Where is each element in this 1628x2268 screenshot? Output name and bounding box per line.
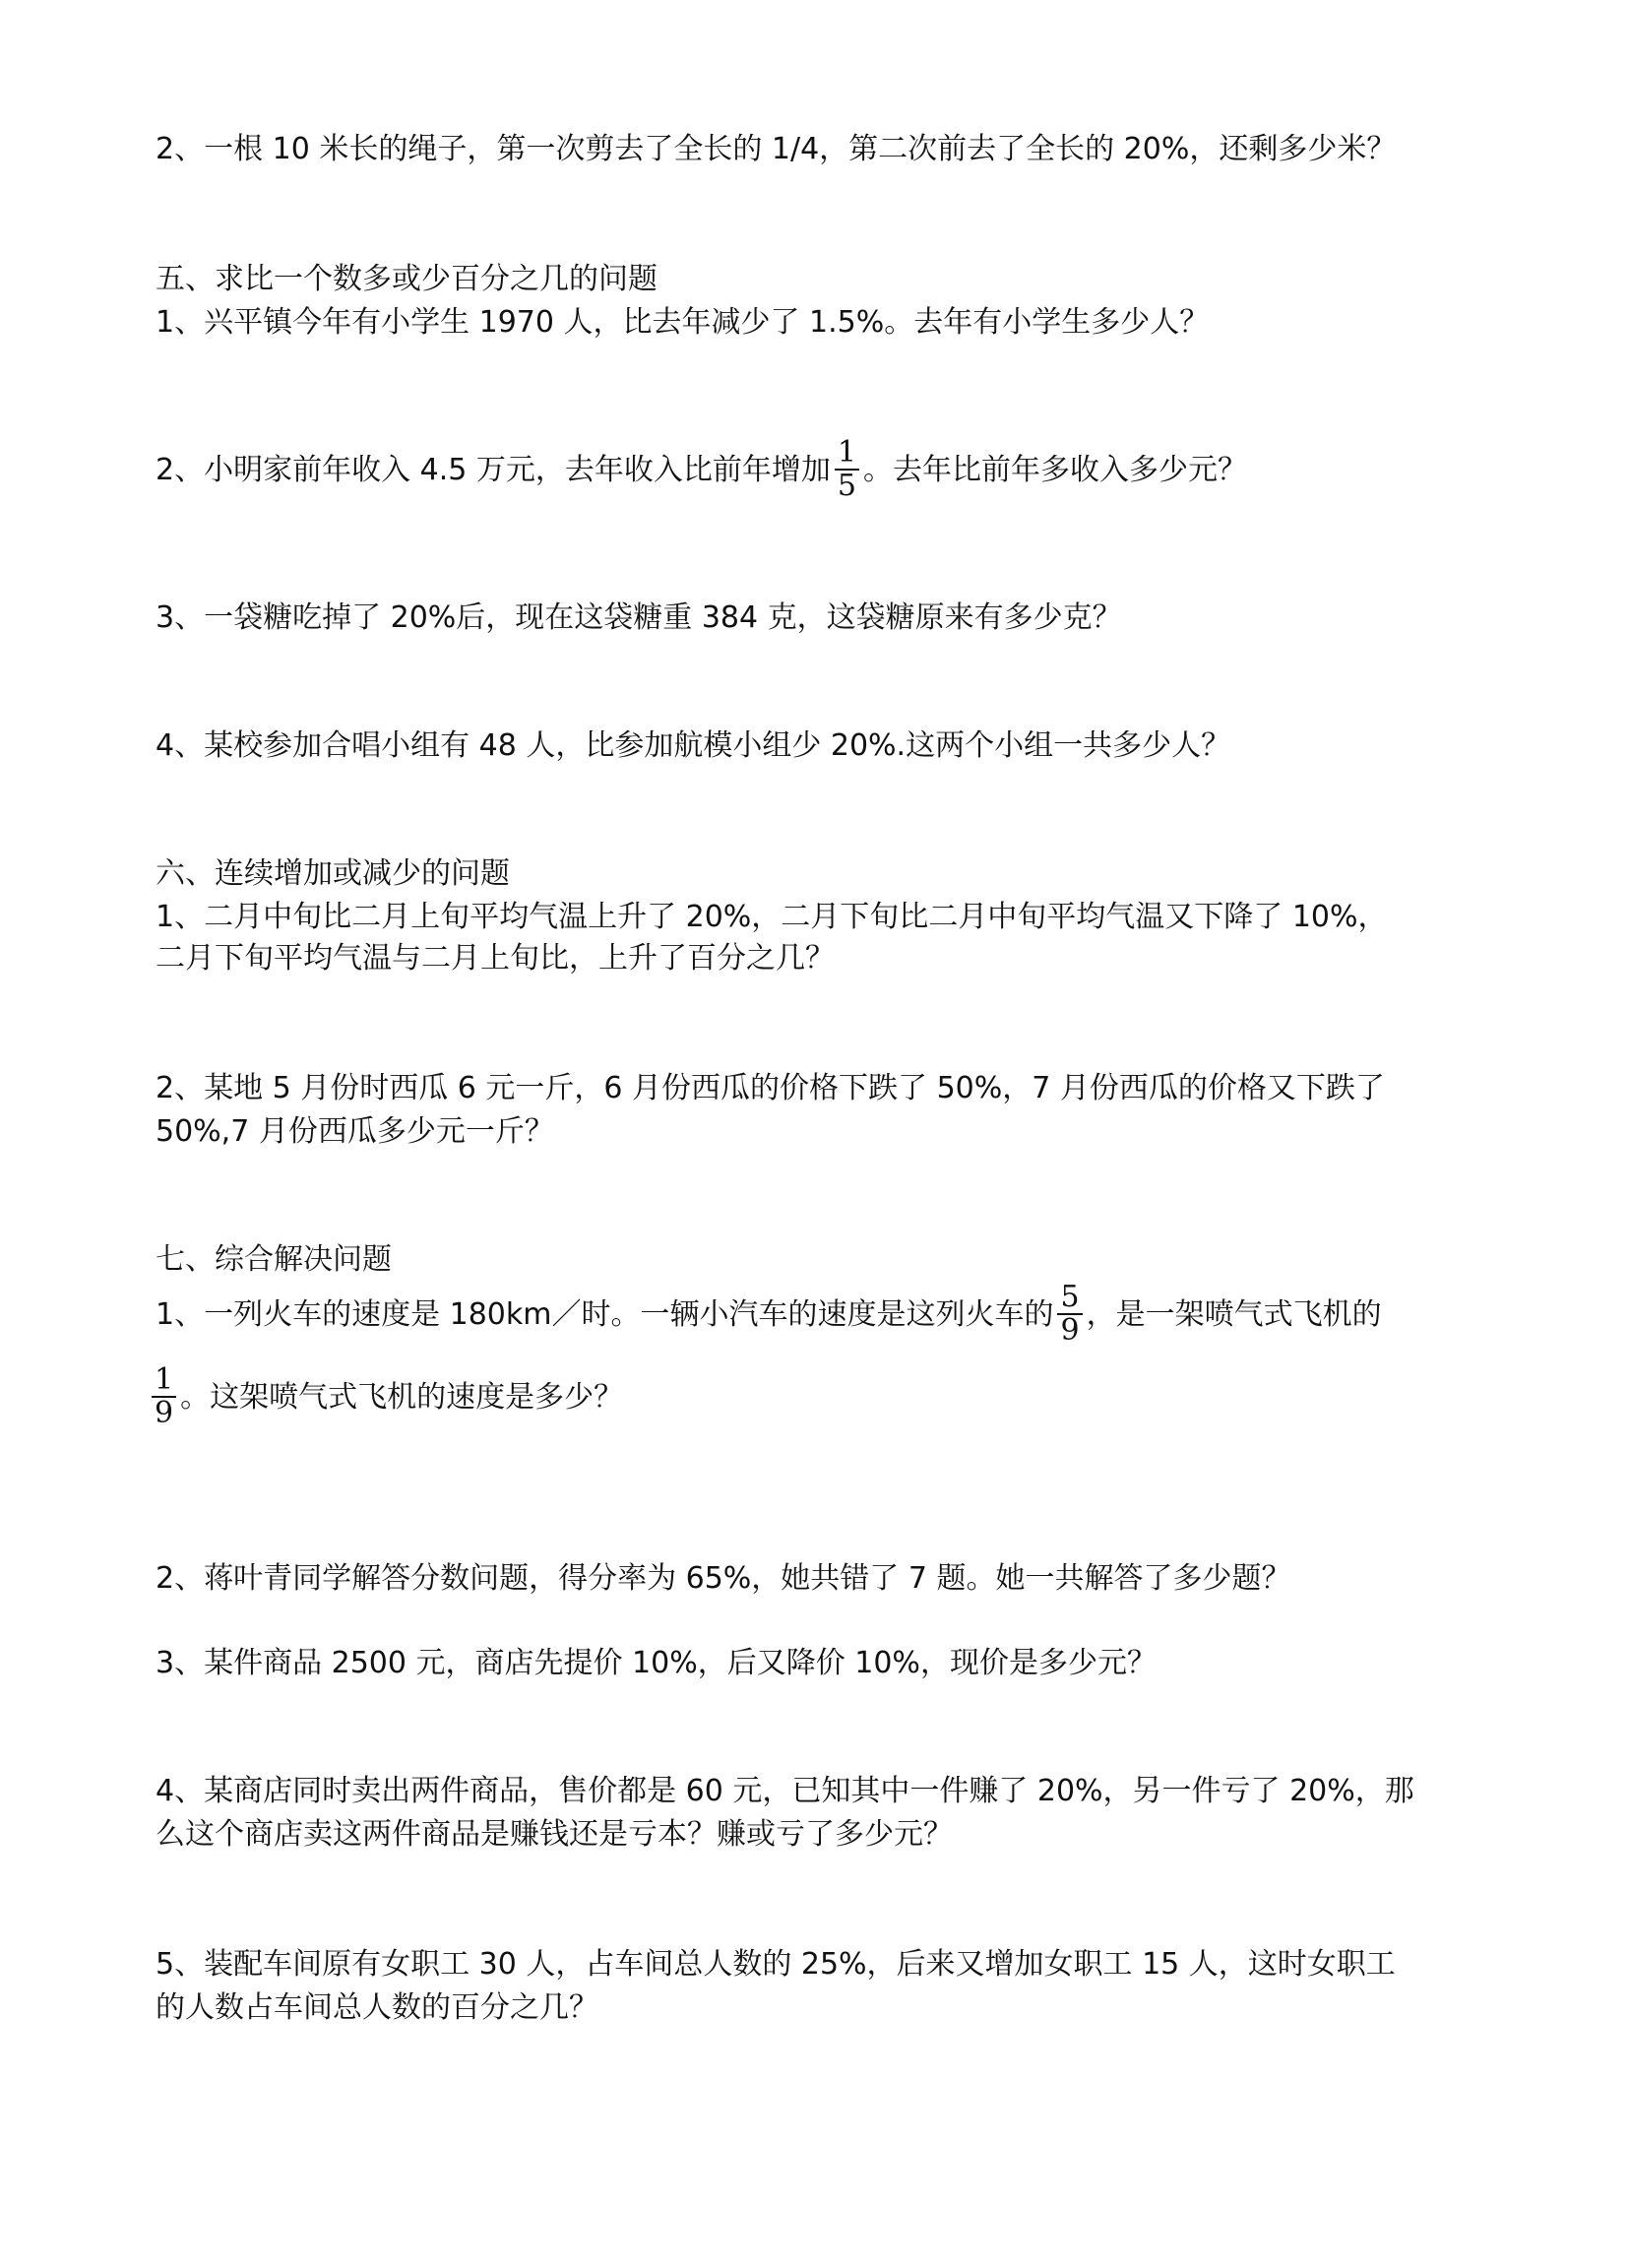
problem-line: 二月下旬平均气温与二月上旬比，上升了百分之几？ (156, 941, 835, 976)
fraction-denominator: 9 (155, 1395, 174, 1430)
problem-line: 50%,7 月份西瓜多少元一斤？ (156, 1114, 554, 1149)
fraction-denominator: 5 (837, 468, 856, 503)
problem-text: 2、小明家前年收入 4.5 万元，去年收入比前年增加 (156, 453, 831, 487)
problem-line (152, 1358, 623, 1437)
problem-line: 么这个商店卖这两件商品是赚钱还是亏本？赚或亏了多少元？ (156, 1817, 953, 1852)
problem-text: 1、一列火车的速度是 180km／时。一辆小汽车的速度是这列火车的 (156, 1297, 1054, 1332)
fraction (152, 1361, 176, 1430)
problem-line: 2、一根 10 米长的绳子，第一次剪去了全长的 1/4，第二次前去了全长的 20%，还剩多少米？ (156, 132, 1397, 166)
problem-line: 5、装配车间原有女职工 30 人，占车间总人数的 25%，后来又增加女职工 15 人，这时女职工 (156, 1947, 1396, 1982)
fraction-denominator: 9 (1060, 1312, 1080, 1348)
problem-line: 4、某校参加合唱小组有 48 人，比参加航模小组少 20%.这两个小组一共多少人？ (156, 728, 1231, 763)
problem-line: 4、某商店同时卖出两件商品，售价都是 60 元，已知其中一件赚了 20%，另一件亏了 20%，那 (156, 1774, 1414, 1808)
problem-line: 3、一袋糖吃掉了 20%后，现在这袋糖重 384 克，这袋糖原来有多少克？ (156, 600, 1122, 635)
fraction (835, 434, 859, 503)
problem-line: 的人数占车间总人数的百分之几？ (156, 1990, 598, 2025)
problem-line (156, 431, 1247, 510)
problem-line: 1、兴平镇今年有小学生 1970 人，比去年减少了 1.5%。去年有小学生多少人？ (156, 305, 1210, 340)
fraction-numerator: 5 (1057, 1282, 1082, 1315)
problem-line: 2、蒋叶青同学解答分数问题，得分率为 65%，她共错了 7 题。她一共解答了多少题？ (156, 1561, 1291, 1596)
problem-text: 。去年比前年多收入多少元？ (862, 453, 1247, 487)
problem-line: 1、二月中旬比二月上旬平均气温上升了 20%，二月下旬比二月中旬平均气温又下降了 10%， (156, 900, 1388, 934)
problem-line: 3、某件商品 2500 元，商店先提价 10%，后又降价 10%，现价是多少元？ (156, 1646, 1157, 1680)
problem-line: 2、某地 5 月份时西瓜 6 元一斤，6 月份西瓜的价格下跌了 50%，7 月份西瓜的价格又下跌了 (156, 1071, 1385, 1105)
problem-text: 。这架喷气式飞机的速度是多少？ (180, 1380, 624, 1415)
fraction-numerator: 1 (152, 1364, 176, 1398)
fraction (1057, 1279, 1082, 1348)
section-heading-7: 七、综合解决问题 (156, 1242, 392, 1277)
problem-line (156, 1276, 1382, 1354)
fraction-numerator: 1 (835, 437, 859, 471)
section-heading-5: 五、求比一个数多或少百分之几的问题 (156, 262, 657, 296)
section-heading-6: 六、连续增加或减少的问题 (156, 856, 510, 891)
problem-text: ，是一架喷气式飞机的 (1086, 1297, 1382, 1332)
